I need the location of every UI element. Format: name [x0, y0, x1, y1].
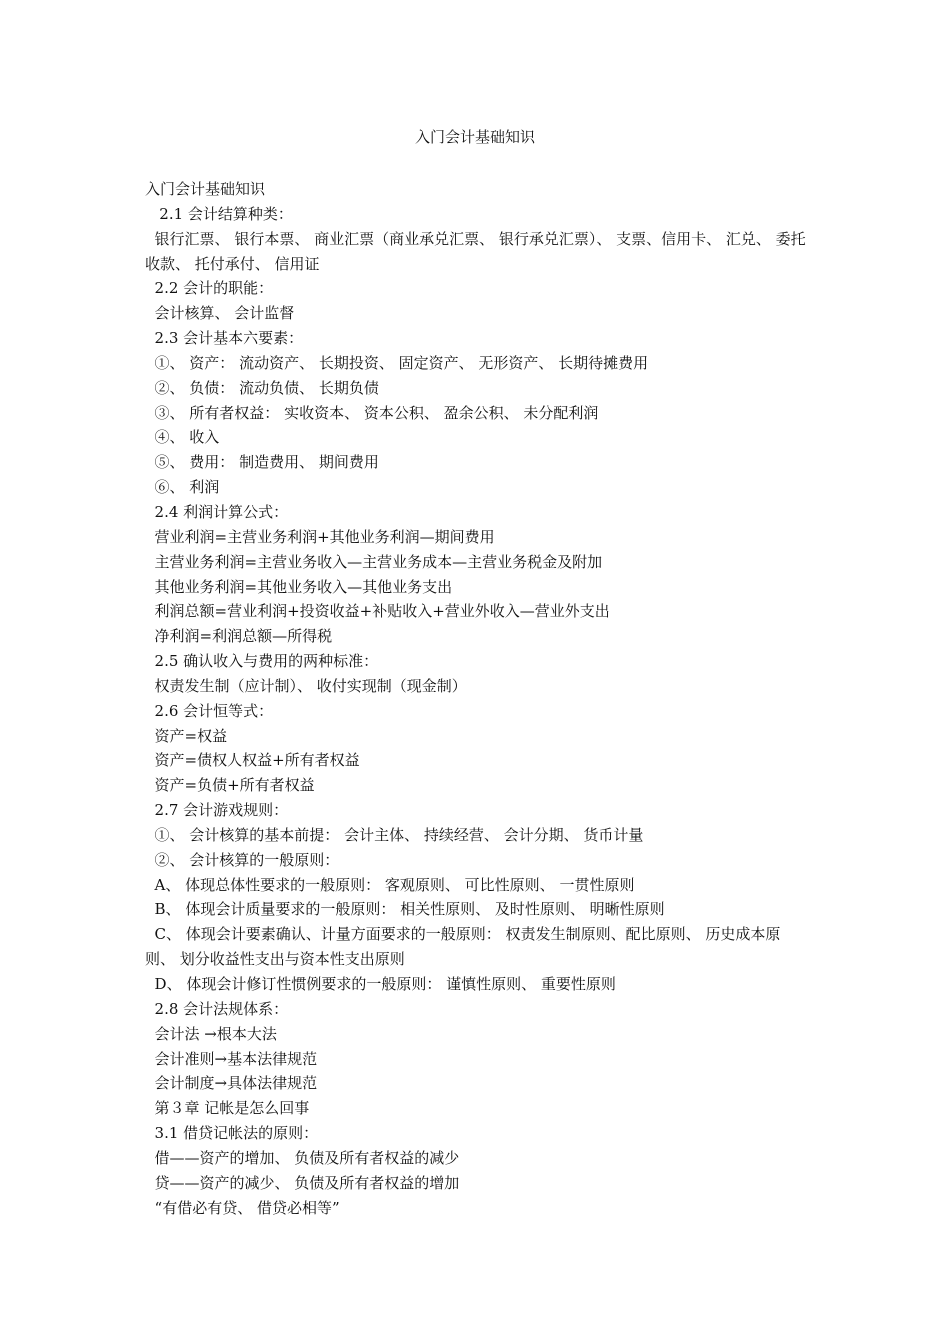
section-heading: 2.5 确认收入与费用的两种标准：: [145, 652, 379, 671]
list-item: ④、 收入: [145, 428, 220, 447]
list-item: ①、 会计核算的基本前提： 会计主体、 持续经营、 会计分期、 货币计量: [145, 825, 644, 844]
section-heading: 2.2 会计的职能：: [145, 279, 274, 298]
formula-line: 资产=负债+所有者权益: [145, 776, 315, 795]
body-paragraph: 银行汇票、 银行本票、 商业汇票（商业承兑汇票、 银行承兑汇票）、 支票、信用卡、 汇兑、 委托收款、 托付承付、 信用证: [145, 229, 806, 273]
list-item: ⑤、 费用： 制造费用、 期间费用: [145, 453, 379, 472]
section-heading: 3.1 借贷记帐法的原则：: [145, 1124, 319, 1143]
list-item: B、 体现会计质量要求的一般原则： 相关性原则、 及时性原则、 明晰性原则: [145, 900, 665, 919]
chapter-heading: 第３章 记帐是怎么回事: [145, 1099, 310, 1118]
section-heading: 2.4 利润计算公式：: [145, 502, 289, 521]
list-item: ③、 所有者权益： 实收资本、 资本公积、 盈余公积、 未分配利润: [145, 403, 599, 422]
body-line: 贷——资产的减少、 负债及所有者权益的增加: [145, 1173, 460, 1192]
document-body: [145, 177, 807, 1220]
body-line: “有借必有贷、 借贷必相等”: [145, 1198, 340, 1217]
body-line: 权责发生制（应计制）、 收付实现制（现金制）: [145, 676, 467, 695]
section-heading: 2.8 会计法规体系：: [145, 999, 289, 1018]
formula-line: 主营业务利润=主营业务收入—主营业务成本—主营业务税金及附加: [145, 552, 603, 571]
body-paragraph: C、 体现会计要素确认、计量方面要求的一般原则： 权责发生制原则、配比原则、 历史成本原则、 划分收益性支出与资本性支出原则: [145, 925, 781, 969]
section-heading: 2.7 会计游戏规则：: [145, 801, 289, 820]
formula-line: 营业利润=主营业务利润+其他业务利润—期间费用: [145, 527, 495, 546]
body-line: 借——资产的增加、 负债及所有者权益的减少: [145, 1148, 460, 1167]
document-title: 入门会计基础知识: [414, 128, 535, 146]
body-line: 入门会计基础知识: [145, 180, 266, 198]
body-line: 会计核算、 会计监督: [145, 304, 295, 323]
list-item: ②、 负债： 流动负债、 长期负债: [145, 378, 379, 397]
section-heading: 2.3 会计基本六要素：: [145, 329, 304, 348]
formula-line: 利润总额=营业利润+投资收益+补贴收入+营业外收入—营业外支出: [145, 602, 610, 621]
formula-line: 资产=债权人权益+所有者权益: [145, 751, 360, 770]
body-line: 会计法 →根本大法: [145, 1024, 277, 1043]
list-item: ⑥、 利润: [145, 478, 220, 497]
list-item: A、 体现总体性要求的一般原则： 客观原则、 可比性原则、 一贯性原则: [145, 875, 635, 894]
list-item: ②、 会计核算的一般原则：: [145, 850, 340, 869]
list-item: ①、 资产： 流动资产、 长期投资、 固定资产、 无形资产、 长期待摊费用: [145, 353, 649, 372]
formula-line: 其他业务利润=其他业务收入—其他业务支出: [145, 577, 453, 596]
body-line: 会计准则→基本法律规范: [145, 1049, 318, 1068]
body-line: 会计制度→具体法律规范: [145, 1074, 318, 1093]
formula-line: 净利润=利润总额—所得税: [145, 627, 333, 646]
formula-line: 资产=权益: [145, 726, 228, 745]
section-heading: 2.6 会计恒等式：: [145, 701, 274, 720]
section-heading: 2.1 会计结算种类：: [145, 204, 293, 223]
list-item: D、 体现会计修订性惯例要求的一般原则： 谨慎性原则、 重要性原则: [145, 975, 616, 993]
